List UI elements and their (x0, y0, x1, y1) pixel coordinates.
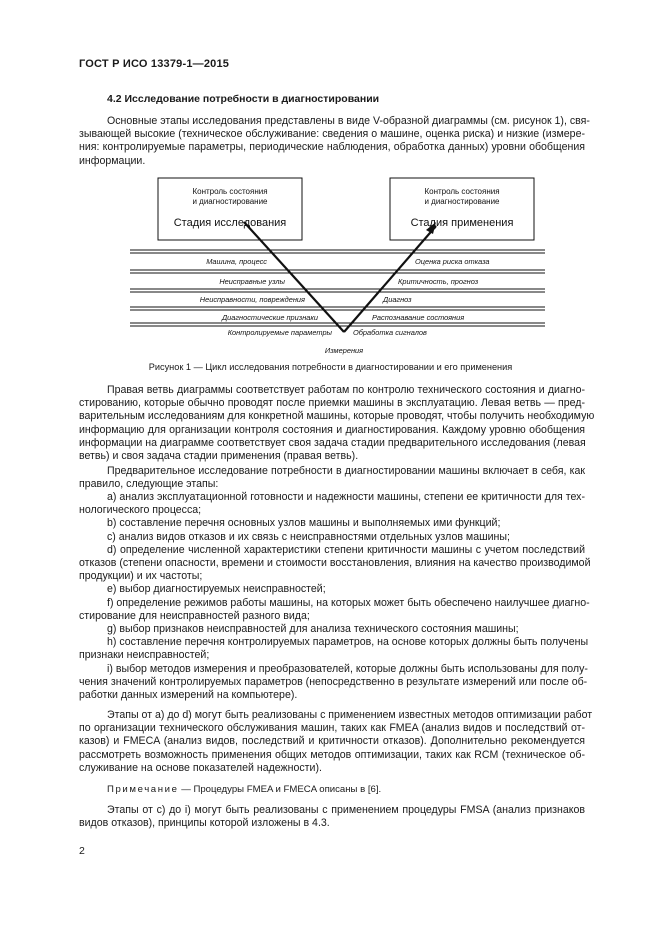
text-line: ветвь) и своя задача стадии применения (правая ветвь). (79, 450, 359, 463)
document-header: ГОСТ Р ИСО 13379-1—2015 (79, 58, 230, 70)
note (107, 784, 381, 795)
text-line: казов) и FMECA (анализ видов, последствий и критичности отказов). Дополнительно рекомендуется (79, 735, 585, 748)
page-number: 2 (79, 845, 85, 857)
right-label-5: Обработка сигналов (353, 328, 427, 337)
list-item: d) определение численной характеристики степени критичности машины с учетом последствий (107, 543, 585, 556)
box-left-title: Стадия исследования (173, 217, 287, 229)
list-item: е) выбор диагностируемых неисправностей; (107, 583, 326, 596)
text-line: Основные этапы исследования представлены в виде V-образной диаграммы (см. рисунок 1), свя- (107, 115, 590, 127)
list-item: b) составление перечня основных узлов машины и выполняемых ими функций; (107, 517, 501, 530)
box-left-small-1: Контроль состояния (192, 187, 268, 196)
left-label-5: Контролируемые параметры (227, 328, 332, 337)
list-item: с) анализ видов отказов и их связь с неисправностями отдельных узлов машины; (107, 530, 510, 543)
paragraph-1 (79, 384, 595, 463)
box-right-title: Стадия применения (410, 217, 514, 229)
left-label-4: Диагностические признаки (221, 313, 318, 322)
right-label-4: Распознавание состояния (372, 313, 465, 322)
paragraph-4 (79, 804, 585, 830)
text-line: правило, следующие этапы: (79, 478, 219, 491)
text-line: варительным исследованиям для конкретной машины, которые проводят, чтобы получить необходимую (79, 410, 595, 423)
text-line: ния: контролируемые параметры, периодические наблюдения, обработка данных) уровни обобщения (79, 141, 585, 154)
text-line: Этапы от с) до i) могут быть реализованы с применением процедуры FMSA (анализ признаков (107, 804, 585, 816)
box-right-small-1: Контроль состояния (424, 187, 500, 196)
text-line: стированию, которые обычно проводят после приемки машины в эксплуатацию. Левая ветвь — пред- (79, 397, 585, 410)
section-title: 4.2 Исследование потребности в диагностировании (107, 93, 380, 105)
text-line: рассмотреть возможность применения общих методов оптимизации, таких как RCM (техническое об- (79, 748, 585, 761)
text-line: видов отказов), принципы которой изложены в 4.3. (79, 817, 330, 830)
text-line: информации. (79, 154, 146, 167)
box-right-small-2: и диагностирование (424, 197, 500, 206)
right-label-3: Диагноз (383, 295, 412, 304)
text-line: информации на диаграмме соответствует своя задача стадии предварительного исследования (левая (79, 436, 586, 449)
note-label: Примечание (107, 784, 179, 795)
list-item: признаки неисправностей; (79, 649, 210, 662)
list-item: f) определение режимов работы машины, на которых может быть обеспечено наилучшее диагно- (107, 596, 590, 609)
text-line: зывающей высокие (техническое обслуживание: сведения о машине, оценка риска) и низкие (измере- (79, 128, 585, 141)
text-line: Правая ветвь диаграммы соответствует работам по контролю технического состояния и диагно- (107, 384, 585, 396)
left-label-2: Неисправные узлы (219, 277, 285, 286)
list-item: работки данных измерений на компьютере). (79, 689, 298, 702)
list-item: g) выбор признаков неисправностей для анализа технического состояния машины; (107, 623, 519, 636)
right-label-2: Критичность, прогноз (398, 277, 479, 286)
steps-list (79, 491, 591, 702)
paragraph-2 (79, 465, 585, 491)
list-item: а) анализ эксплуатационной готовности и надежности машины, степени ее критичности для тех- (107, 491, 585, 503)
text-line: Этапы от а) до d) могут быть реализованы с применением известных методов оптимизации работ (107, 709, 593, 721)
bottom-label: Измерения (324, 346, 364, 355)
right-label-1: Оценка риска отказа (415, 257, 490, 266)
list-item: i) выбор методов измерения и преобразователей, которые должны быть использованы для полу- (107, 662, 588, 675)
left-label-3: Неисправности, повреждения (199, 295, 305, 304)
note-text: — Процедуры FMEA и FMECA описаны в [6]. (178, 784, 382, 795)
text-line: информацию для организации контроля состояния и диагностирования. Каждому уровню обобщения (79, 423, 585, 436)
list-item: продукции) и их частоты; (79, 570, 203, 583)
list-item: h) составление перечня контролируемых параметров, на основе которых должны быть получены (107, 636, 589, 649)
figure-caption: Рисунок 1 — Цикл исследования потребности в диагностировании и его применения (148, 362, 513, 372)
text-line: служивание на основе показателей надежности). (79, 761, 322, 774)
box-left-small-2: и диагностирование (192, 197, 268, 206)
list-item: отказов (степени опасности, времени и стоимости восстановления, влияния на качество производимой (79, 557, 591, 570)
paragraph-3 (79, 709, 593, 775)
list-item: стирование для неисправностей разного вида; (79, 609, 310, 622)
list-item: нологического процесса; (79, 504, 202, 517)
left-label-1: Машина, процесс (206, 257, 267, 266)
v-diagram (0, 0, 661, 360)
list-item: чения значений контролируемых параметров (непосредственно в результате измерений или после об- (79, 675, 588, 688)
text-line: по организации технического обслуживания машин, таких как FMEA (анализ видов и последствий от- (79, 722, 585, 735)
text-line: Предварительное исследование потребности в диагностировании машины включает в себя, как (107, 465, 585, 477)
